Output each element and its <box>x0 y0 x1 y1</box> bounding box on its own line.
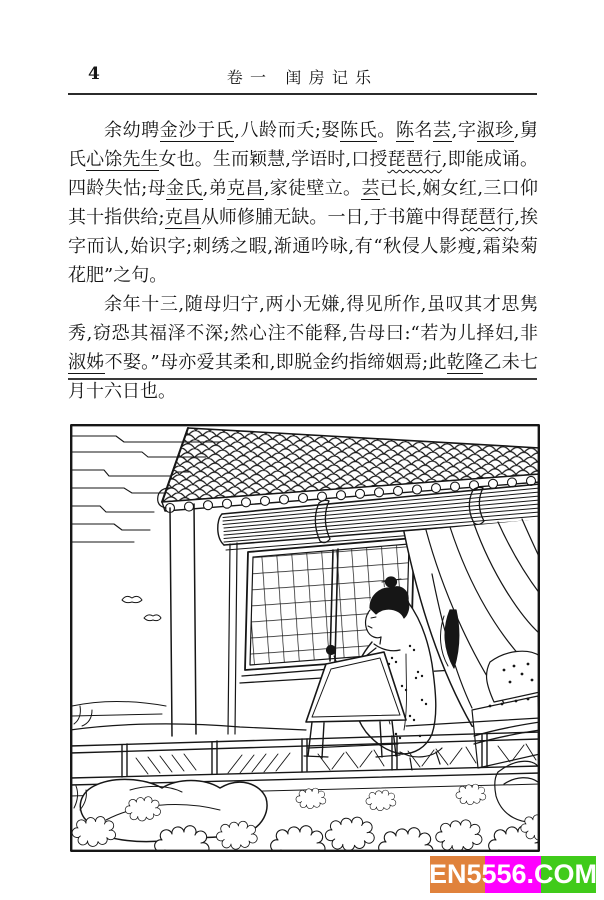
chapter-title: 卷一 闺房记乐 <box>226 68 379 87</box>
hair-bun <box>386 577 397 587</box>
paragraph-2: 余年十三,随母归宁,两小无嫌,得见所作,虽叹其才思隽秀,窃恐其福泽不深;然心注不能释,告母曰:“若为儿择妇,非淑姊不娶。”母亦爱其柔和,即脱金约指缔姻焉;此乾隆乙未七月十六日也。 <box>68 294 538 402</box>
needlework-tool <box>327 646 336 655</box>
watermark-text: EN5556.COM <box>428 859 598 889</box>
paragraph-1: 余幼聘金沙于氏,八龄而夭;娶陈氏。陈名芸,字淑珍,舅氏心馀先生女也。生而颖慧,学语时,口授琵琶行,即能成诵。四龄失怙;母金氏,弟克昌,家徒壁立。芸已长,娴女红,三口仰其十指供给;克昌从师修脯无缺。一日,于书簏中得琵琶行,挨字而认,始识字;刺绣之暇,渐通吟咏,有“秋侵人影瘦,霜染菊花肥”之句。 <box>68 120 539 286</box>
page-header <box>68 64 537 88</box>
header-rule <box>68 93 537 95</box>
watermark <box>430 856 596 893</box>
woodcut-illustration <box>70 424 540 852</box>
tiled-roof <box>158 428 540 513</box>
woodcut-svg <box>70 424 540 852</box>
rock-doodle <box>144 615 161 621</box>
section-divider-rule <box>68 378 537 380</box>
text-block <box>68 116 538 406</box>
page-number: 4 <box>88 64 101 84</box>
left-terrace <box>72 596 166 726</box>
rock-doodle <box>122 596 142 602</box>
veranda-pillar <box>170 504 196 736</box>
